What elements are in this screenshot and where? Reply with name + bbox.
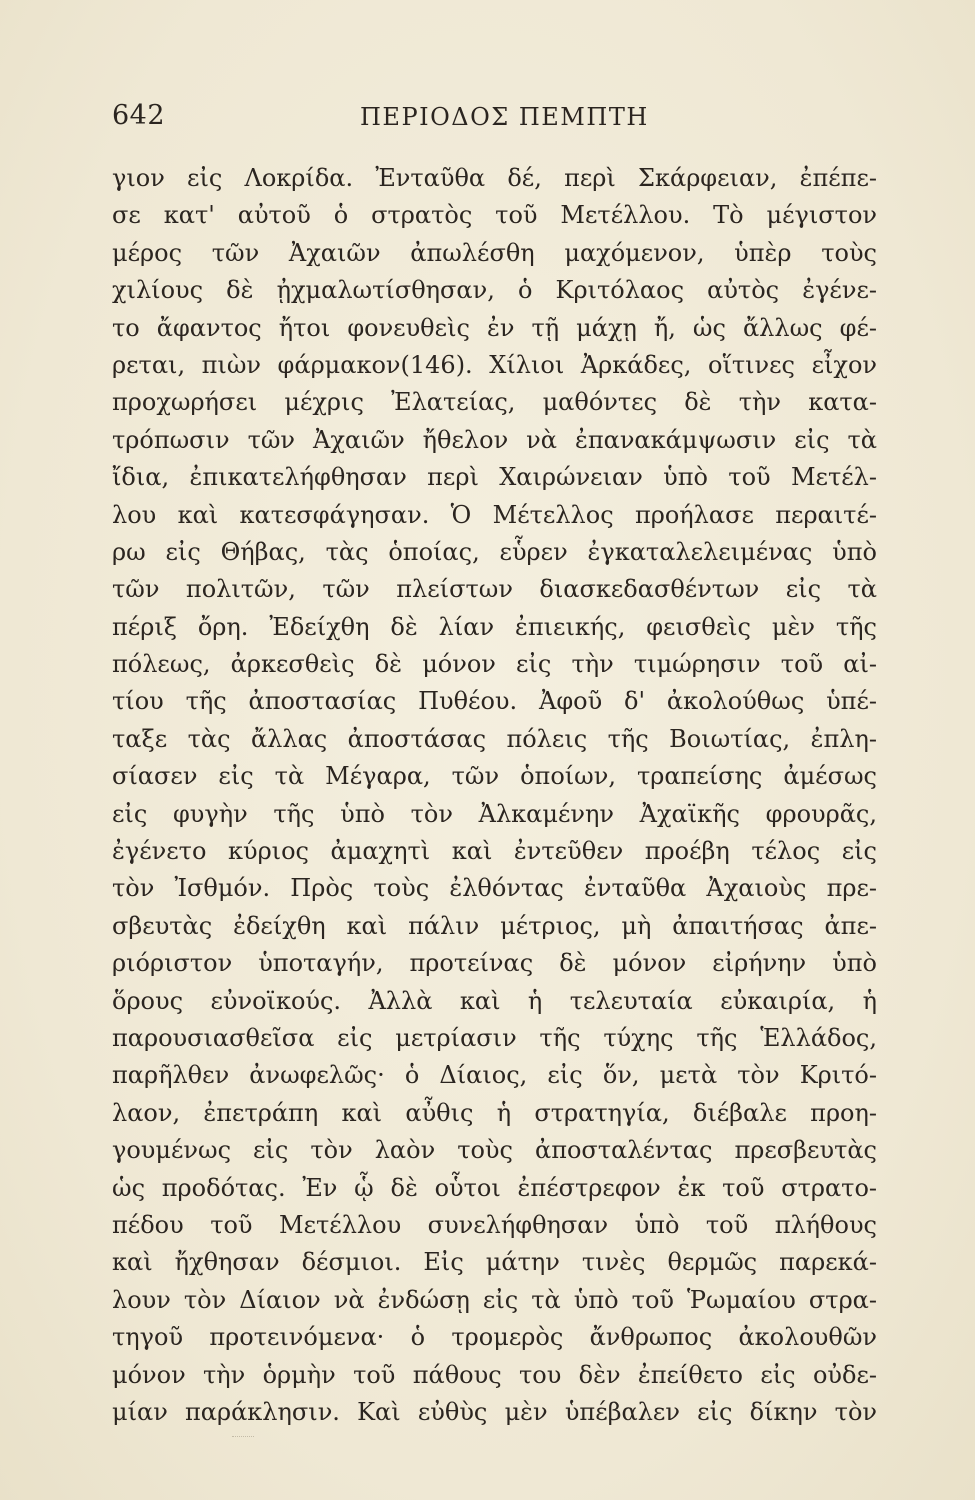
text-line: παρουσιασθεῖσα εἰς μετρίασιν τῆς τύχης τῆς Ἑλλάδος, [112, 1023, 877, 1052]
paper-mark [232, 1424, 254, 1437]
text-line: σίασεν εἰς τὰ Μέγαρα, τῶν ὁποίων, τραπείσης ἀμέσως [112, 762, 877, 791]
text-line: παρῆλθεν ἀνωφελῶς· ὁ Δίαιος, εἰς ὅν, μετὰ τὸν Κριτό- [112, 1061, 877, 1090]
text-line: σβευτὰς ἐδείχθη καὶ πάλιν μέτριος, μὴ ἀπαιτήσας ἀπε- [112, 911, 877, 940]
text-line: ὡς προδότας. Ἐν ᾧ δὲ οὗτοι ἐπέστρεφον ἐκ τοῦ στρατο- [112, 1173, 877, 1202]
text-line: ταξε τὰς ἄλλας ἀποστάσας πόλεις τῆς Βοιωτίας, ἐπλη- [112, 724, 877, 753]
text-line: γιον εἰς Λοκρίδα. Ἐνταῦθα δέ, περὶ Σκάρφειαν, ἐπέπε- [112, 164, 877, 192]
text-line: τίου τῆς ἀποστασίας Πυθέου. Ἀφοῦ δ' ἀκολούθως ὑπέ- [112, 687, 877, 716]
text-line: το ἄφαντος ἤτοι φονευθεὶς ἐν τῇ μάχῃ ἤ, ὡς ἄλλως φέ- [112, 313, 877, 342]
text-line: μίαν παράκλησιν. Καὶ εὐθὺς μὲν ὑπέβαλεν εἰς δίκην τὸν [112, 1397, 877, 1426]
text-line: τηγοῦ προτεινόμενα· ὁ τρομερὸς ἄνθρωπος ἀκολουθῶν [112, 1323, 877, 1352]
text-line: πόλεως, ἀρκεσθεὶς δὲ μόνον εἰς τὴν τιμώρησιν τοῦ αἰ- [112, 650, 877, 679]
text-line: τρόπωσιν τῶν Ἀχαιῶν ἤθελον νὰ ἐπανακάμψωσιν εἰς τὰ [112, 425, 877, 454]
text-line: μόνον τὴν ὁρμὴν τοῦ πάθους του δὲν ἐπείθετο εἰς οὐδε- [112, 1360, 877, 1389]
text-line: ρεται, πιὼν φάρμακον(146). Χίλιοι Ἀρκάδες, οἵτινες εἶχον [112, 350, 877, 379]
text-line: τὸν Ἰσθμόν. Πρὸς τοὺς ἐλθόντας ἐνταῦθα Ἀχαιοὺς πρε- [112, 874, 877, 903]
text-line: ριόριστον ὑποταγήν, προτείνας δὲ μόνον εἰρήνην ὑπὸ [112, 949, 877, 978]
text-line: προχωρήσει μέχρις Ἐλατείας, μαθόντες δὲ τὴν κατα- [112, 388, 877, 417]
text-line: μέρος τῶν Ἀχαιῶν ἀπωλέσθη μαχόμενον, ὑπὲρ τοὺς [112, 238, 877, 267]
text-line: σε κατ' αὐτοῦ ὁ στρατὸς τοῦ Μετέλλου. Τὸ μέγιστον [112, 201, 877, 230]
running-title: ΠΕΡΙΟΔΟΣ ΠΕΜΠΤΗ [360, 103, 649, 131]
text-line: λου καὶ κατεσφάγησαν. Ὁ Μέτελλος προήλασε περαιτέ- [112, 500, 877, 529]
text-line: ἴδια, ἐπικατελήφθησαν περὶ Χαιρώνειαν ὑπὸ τοῦ Μετέλ- [112, 463, 877, 492]
page-header [112, 100, 867, 144]
text-line: χιλίους δὲ ᾐχμαλωτίσθησαν, ὁ Κριτόλαος αὐτὸς ἐγένε- [112, 276, 877, 305]
text-line: λουν τὸν Δίαιον νὰ ἐνδώσῃ εἰς τὰ ὑπὸ τοῦ Ῥωμαίου στρα- [112, 1285, 877, 1314]
text-line: τῶν πολιτῶν, τῶν πλείστων διασκεδασθέντων εἰς τὰ [112, 575, 877, 604]
text-line: γουμένως εἰς τὸν λαὸν τοὺς ἀποσταλέντας πρεσβευτὰς [112, 1136, 877, 1165]
text-line: ρω εἰς Θήβας, τὰς ὁποίας, εὗρεν ἐγκαταλελειμένας ὑπὸ [112, 537, 877, 566]
text-line: πέριξ ὄρη. Ἐδείχθη δὲ λίαν ἐπιεικής, φεισθεὶς μὲν τῆς [112, 612, 877, 641]
text-line: πέδου τοῦ Μετέλλου συνελήφθησαν ὑπὸ τοῦ πλήθους [112, 1210, 877, 1239]
page-number: 642 [112, 100, 166, 131]
text-line: καὶ ἤχθησαν δέσμιοι. Εἰς μάτην τινὲς θερμῶς παρεκά- [112, 1248, 877, 1277]
text-line: ἐγένετο κύριος ἀμαχητὶ καὶ ἐντεῦθεν προέβη τέλος εἰς [112, 837, 877, 866]
text-line: λαον, ἐπετράπη καὶ αὖθις ἡ στρατηγία, διέβαλε προη- [112, 1098, 877, 1127]
text-line: ὅρους εὐνοϊκούς. Ἀλλὰ καὶ ἡ τελευταία εὐκαιρία, ἡ [112, 986, 877, 1015]
text-line: εἰς φυγὴν τῆς ὑπὸ τὸν Ἀλκαμένην Ἀχαϊκῆς φρουρᾶς, [112, 799, 877, 828]
body-text [112, 160, 877, 1431]
